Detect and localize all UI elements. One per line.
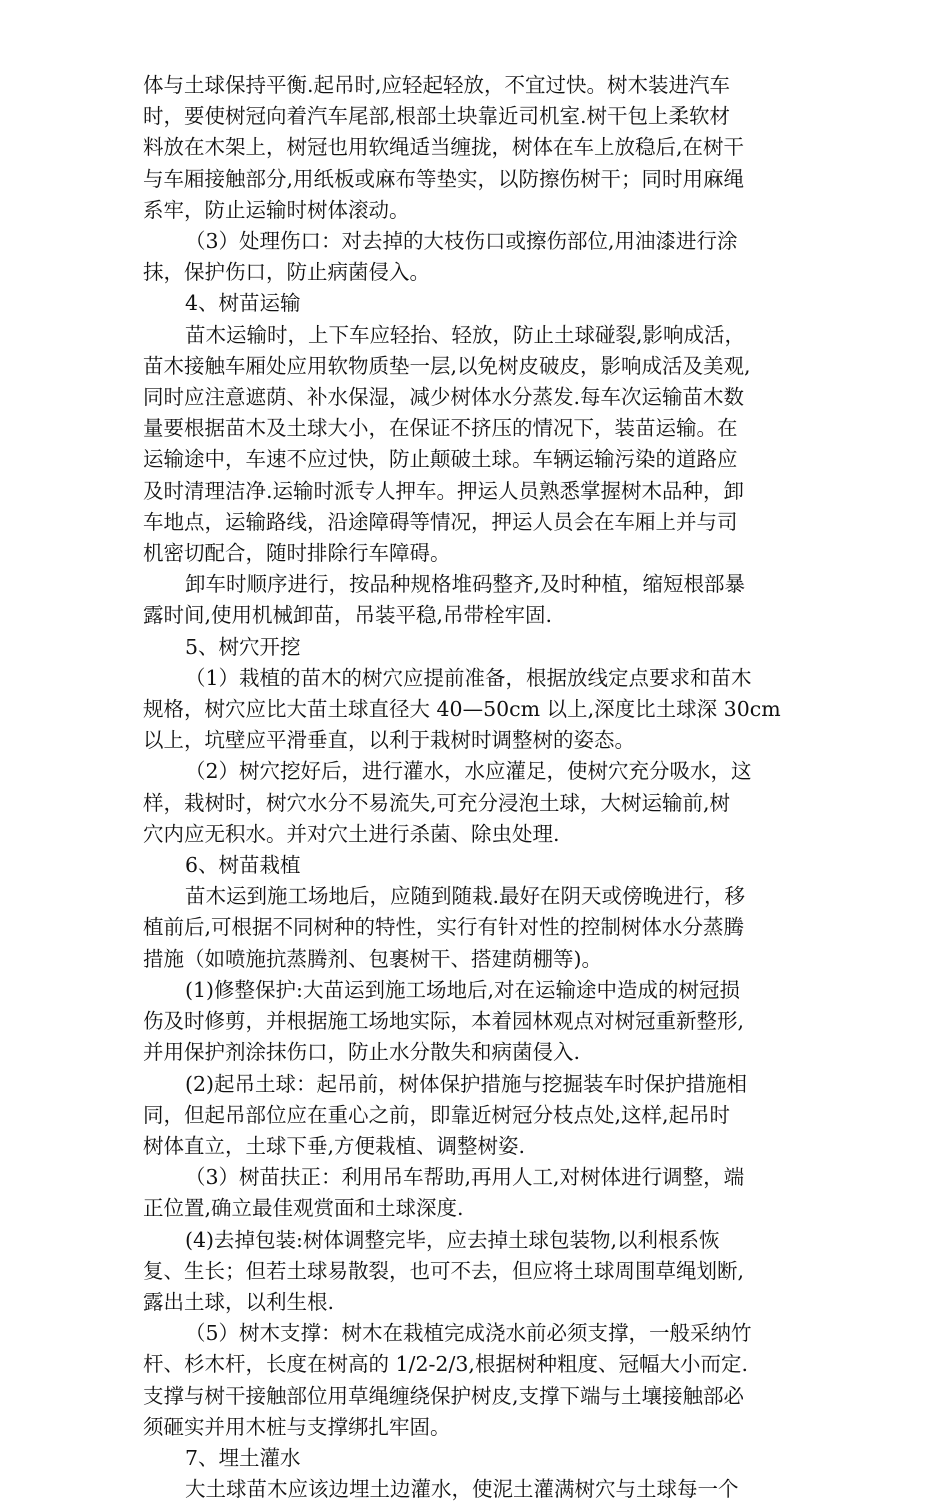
text-line: 以上，坑壁应平滑垂直，以利于栽树时调整树的姿态。 bbox=[143, 728, 635, 753]
text-line: （5）树木支撑：树木在栽植完成浇水前必须支撑，一般采纳竹 bbox=[185, 1321, 752, 1346]
text-line: (2)起吊土球：起吊前，树体保护措施与挖掘装车时保护措施相 bbox=[185, 1071, 748, 1096]
section-heading: 4、树苗运输 bbox=[185, 291, 301, 316]
document-page bbox=[143, 70, 818, 1505]
text-line: 车地点，运输路线，沿途障碍等情况，押运人员会在车厢上并与司 bbox=[143, 509, 738, 534]
text-line: 系牢，防止运输时树体滚动。 bbox=[143, 197, 410, 222]
text-line: 料放在木架上，树冠也用软绳适当缠拢，树体在车上放稳后,在树干 bbox=[143, 135, 745, 160]
text-line: 运输途中，车速不应过快，防止颠破土球。车辆运输污染的道路应 bbox=[143, 447, 738, 472]
text-line: 苗木运到施工场地后，应随到随栽.最好在阴天或傍晚进行，移 bbox=[185, 884, 746, 909]
text-line: (4)去掉包装:树体调整完毕，应去掉土球包装物,以利根系恢 bbox=[185, 1227, 720, 1252]
text-line: 机密切配合，随时排除行车障碍。 bbox=[143, 541, 451, 566]
text-line: 苗木运输时，上下车应轻抬、轻放，防止土球碰裂,影响成活， bbox=[185, 322, 746, 347]
text-line: 须砸实并用木桩与支撑绑扎牢固。 bbox=[143, 1414, 451, 1439]
text-line: 措施（如喷施抗蒸腾剂、包裹树干、搭建荫棚等)。 bbox=[143, 946, 602, 971]
text-line: 苗木接触车厢处应用软物质垫一层,以免树皮破皮，影响成活及美观, bbox=[143, 353, 751, 378]
section-heading: 5、树穴开挖 bbox=[185, 634, 301, 659]
text-line: 样，栽树时，树穴水分不易流失,可充分浸泡土球，大树运输前,树 bbox=[143, 790, 731, 815]
section-heading: 6、树苗栽植 bbox=[185, 853, 301, 878]
text-line: 及时清理洁净.运输时派专人押车。押运人员熟悉掌握树木品种，卸 bbox=[143, 478, 745, 503]
text-line: 复、生长；但若土球易散裂，也可不去，但应将土球周围草绳划断, bbox=[143, 1258, 745, 1283]
text-line: 杆、杉木杆，长度在树高的 1/2-2/3,根据树种粗度、冠幅大小而定. bbox=[143, 1352, 748, 1377]
text-line: （3）处理伤口：对去掉的大枝伤口或擦伤部位,用油漆进行涂 bbox=[185, 229, 738, 254]
text-line: （1）栽植的苗木的树穴应提前准备，根据放线定点要求和苗木 bbox=[185, 665, 752, 690]
text-line: 抹，保护伤口，防止病菌侵入。 bbox=[143, 260, 430, 285]
text-line: 并用保护剂涂抹伤口，防止水分散失和病菌侵入. bbox=[143, 1040, 581, 1065]
text-line: 植前后,可根据不同树种的特性，实行有针对性的控制树体水分蒸腾 bbox=[143, 915, 745, 940]
text-line: （2）树穴挖好后，进行灌水，水应灌足，使树穴充分吸水，这 bbox=[185, 759, 752, 784]
text-line: 大土球苗木应该边埋土边灌水，使泥土灌满树穴与土球每一个 bbox=[185, 1477, 739, 1502]
text-line: 支撑与树干接触部位用草绳缠绕保护树皮,支撑下端与土壤接触部必 bbox=[143, 1383, 745, 1408]
text-line: (1)修整保护:大苗运到施工场地后,对在运输途中造成的树冠损 bbox=[185, 977, 740, 1002]
text-line: （3）树苗扶正：利用吊车帮助,再用人工,对树体进行调整，端 bbox=[185, 1165, 745, 1190]
text-line: 卸车时顺序进行，按品种规格堆码整齐,及时种植，缩短根部暴 bbox=[185, 572, 746, 597]
text-line: 与车厢接触部分,用纸板或麻布等垫实，以防擦伤树干；同时用麻绳 bbox=[143, 166, 745, 191]
text-line: 露出土球，以利生根. bbox=[143, 1289, 335, 1314]
text-line: 穴内应无积水。并对穴土进行杀菌、除虫处理. bbox=[143, 821, 560, 846]
text-line: 规格，树穴应比大苗土球直径大 40—50cm 以上,深度比土球深 30cm bbox=[143, 697, 781, 722]
text-line: 树体直立，土球下垂,方便栽植、调整树姿. bbox=[143, 1133, 526, 1158]
text-line: 正位置,确立最佳观赏面和土球深度. bbox=[143, 1196, 464, 1221]
text-line: 露时间,使用机械卸苗，吊装平稳,吊带栓牢固. bbox=[143, 603, 553, 628]
text-line: 同时应注意遮荫、补水保湿，减少树体水分蒸发.每车次运输苗木数 bbox=[143, 385, 745, 410]
text-line: 同，但起吊部位应在重心之前，即靠近树冠分枝点处,这样,起吊时 bbox=[143, 1102, 731, 1127]
text-line: 体与土球保持平衡.起吊时,应轻起轻放，不宜过快。树木装进汽车 bbox=[143, 73, 731, 97]
text-line: 时，要使树冠向着汽车尾部,根部土块靠近司机室.树干包上柔软材 bbox=[143, 104, 731, 129]
text-line: 伤及时修剪，并根据施工场地实际，本着园林观点对树冠重新整形, bbox=[143, 1009, 745, 1034]
section-heading: 7、埋土灌水 bbox=[185, 1445, 301, 1470]
text-line: 量要根据苗木及土球大小，在保证不挤压的情况下，装苗运输。在 bbox=[143, 416, 738, 441]
